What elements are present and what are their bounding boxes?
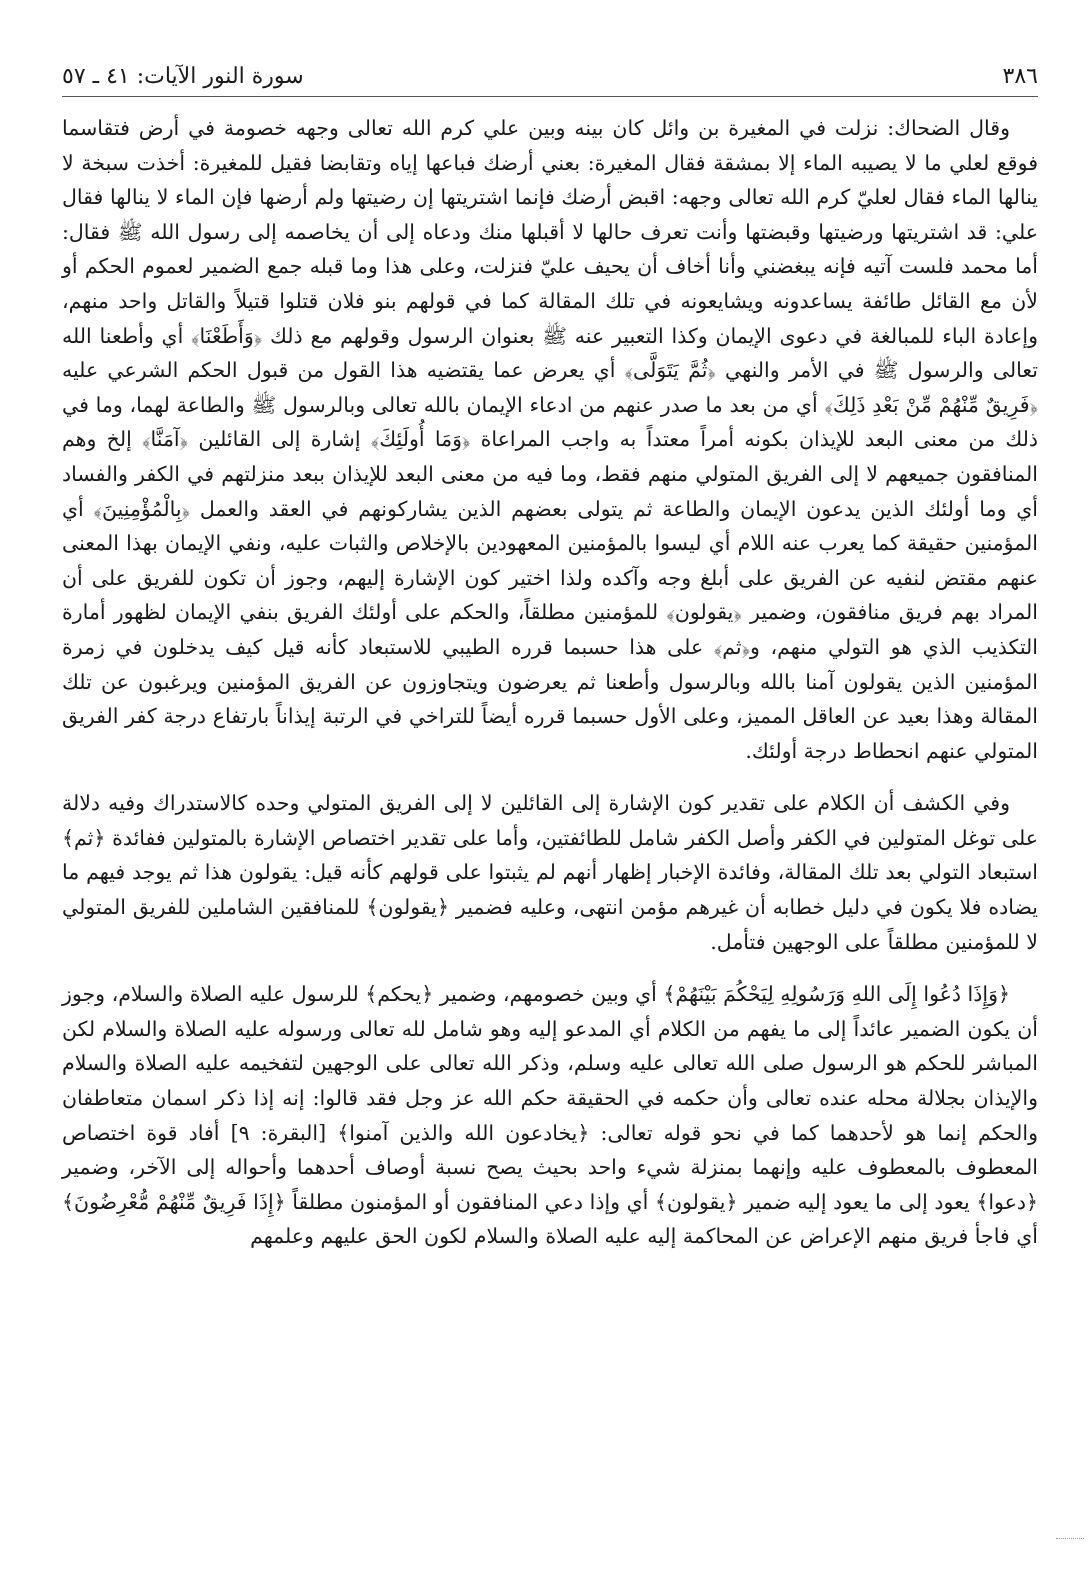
margin-dotted-mark: [1056, 1538, 1084, 1540]
page-header: [62, 58, 1038, 97]
running-title: سورة النور الآيات: ٤١ ـ ٥٧: [62, 64, 304, 89]
paragraph-2: وفي الكشف أن الكلام على تقدير كون الإشارة إلى القائلين لا إلى الفريق المتولي وحده كالاستدراك وفيه دلالة على توغل المتولين في الكفر وأصل الكفر شامل للطائفتين، وأما على تقدير اختصاص الإشارة بالمتولين ففائدة ﴿ثم﴾ استبعاد التولي بعد تلك المقالة، وفائدة الإخبار إظهار أنهم لم يثبتوا على قولهم كأنه قيل: يقولون هذا ثم يوجد فيهم ما يضاده فلا يكون في دليل خطابه أن غيرهم مؤمن انتهى، وعليه فضمير ﴿يقولون﴾ للمنافقين الشاملين للفريق المتولي لا للمؤمنين مطلقاً على الوجهين فتأمل.: [62, 791, 1038, 954]
paragraph-1: وقال الضحاك: نزلت في المغيرة بن وائل كان بينه وبين علي كرم الله تعالى وجهه خصومة في أرض فتقاسما فوقع لعلي ما لا يصيبه الماء إلا بمشقة فقال المغيرة: بعني أرضك فباعها إياه وتقابضا فقيل للمغيرة: أخذت سبخة لا ينالها الماء فقال لعليّ كرم الله تعالى وجهه: اقبض أرضك فإنما اشتريتها إن رضيتها ولم أرضها فإن الماء لا ينالها فقال علي: قد اشتريتها ورضيتها وقبضتها وأنت تعرف حالها لا أقبلها منك ودعاه إلى أن يخاصمه إلى رسول الله ﷺ فقال: أما محمد فلست آتيه فإنه يبغضني وأنا أخاف أن يحيف عليّ فنزلت، وعلى هذا وما قبله جمع الضمير لعموم الحكم أو لأن مع القائل طائفة يساعدونه ويشايعونه في تلك المقالة كما في قولهم بنو فلان قتلوا قتيلاً والقاتل واحد منهم، وإعادة الباء للمبالغة في دعوى الإيمان وكذا التعبير عنه ﷺ بعنوان الرسول وقولهم مع ذلك ﴿وَأَطَعْنَا﴾ أي وأطعنا الله تعالى والرسول ﷺ في الأمر والنهي ﴿ثُمَّ يَتَوَلَّى﴾ أي يعرض عما يقتضيه هذا القول من قبول الحكم الشرعي عليه ﴿فَرِيقٌ مِّنْهُمْ مِّنْ بَعْدِ ذَلِكَ﴾ أي من بعد ما صدر عنهم من ادعاء الإيمان بالله تعالى وبالرسول ﷺ والطاعة لهما، وما في ذلك من معنى البعد للإيذان بكونه أمراً معتداً به واجب المراعاة ﴿وَمَا أُولَئِكَ﴾ إشارة إلى القائلين ﴿آمَنَّا﴾ إلخ وهم المنافقون جميعهم لا إلى الفريق المتولي منهم فقط، وما فيه من معنى البعد للإيذان ببعد منزلتهم في الكفر والفساد أي وما أولئك الذين يدعون الإيمان والطاعة ثم يتولى بعضهم الذين يشاركونهم في العقد والعمل ﴿بِالْمُؤْمِنِينَ﴾ أي المؤمنين حقيقة كما يعرب عنه اللام أي ليسوا بالمؤمنين المعهودين بالإخلاص والثبات عليه، ونفي الإيمان بهذا المعنى عنهم مقتض لنفيه عن الفريق على أبلغ وجه وآكده ولذا اختير كون الإشارة إليهم، وجوز أن تكون للفريق على أن المراد بهم فريق منافقون، وضمير ﴿يقولون﴾ للمؤمنين مطلقاً، والحكم على أولئك الفريق بنفي الإيمان لظهور أمارة التكذيب الذي هو التولي منهم، و﴿ثم﴾ على هذا حسبما قرره الطيبي للاستبعاد كأنه قيل كيف يدخلون في زمرة المؤمنين الذين يقولون آمنا بالله وبالرسول وأطعنا ثم يعرضون ويتجاوزون عن الفريق المؤمنين ويرغبون عن تلك المقالة وهذا بعيد عن العاقل المميز، وعلى الأول حسبما قرره أيضاً للتراخي في الرتبة إيذاناً بارتفاع درجة كفر الفريق المتولي عنهم انحطاط درجة أولئك.: [62, 116, 1038, 763]
paragraph-3: ﴿وَإِذَا دُعُوا إِلَى اللهِ وَرَسُولِهِ لِيَحْكُمَ بَيْنَهُمْ﴾ أي وبين خصومهم، وضمير ﴿يحكم﴾ للرسول عليه الصلاة والسلام، وجوز أن يكون الضمير عائداً إلى ما يفهم من الكلام أي المدعو إليه وهو شامل لله تعالى ورسوله عليه الصلاة والسلام لكن المباشر للحكم هو الرسول صلى الله تعالى عليه وسلم، وذكر الله تعالى على الوجهين لتفخيمه عليه الصلاة والسلام والإيذان بجلالة محله عنده تعالى وأن حكمه في الحقيقة حكم الله عز وجل فقد قالوا: إنه إذا ذكر اسمان متعاطفان والحكم إنما هو لأحدهما كما في نحو قوله تعالى: ﴿يخادعون الله والذين آمنوا﴾ [البقرة: ٩] أفاد قوة اختصاص المعطوف بالمعطوف عليه وإنهما بمنزلة شيء واحد بحيث يصح نسبة أوصاف أحدهما وأحواله إلى الآخر، وضمير ﴿دعوا﴾ يعود إلى ما يعود إليه ضمير ﴿يقولون﴾ أي وإذا دعي المنافقون أو المؤمنون مطلقاً ﴿إِذَا فَرِيقٌ مِّنْهُمْ مُّعْرِضُونَ﴾ أي فاجأ فريق منهم الإعراض عن المحاكمة إليه عليه الصلاة والسلام لكون الحق عليهم وعلمهم: [62, 982, 1038, 1249]
book-page: [62, 58, 1038, 1254]
page-number: ٣٨٦: [1002, 64, 1038, 89]
